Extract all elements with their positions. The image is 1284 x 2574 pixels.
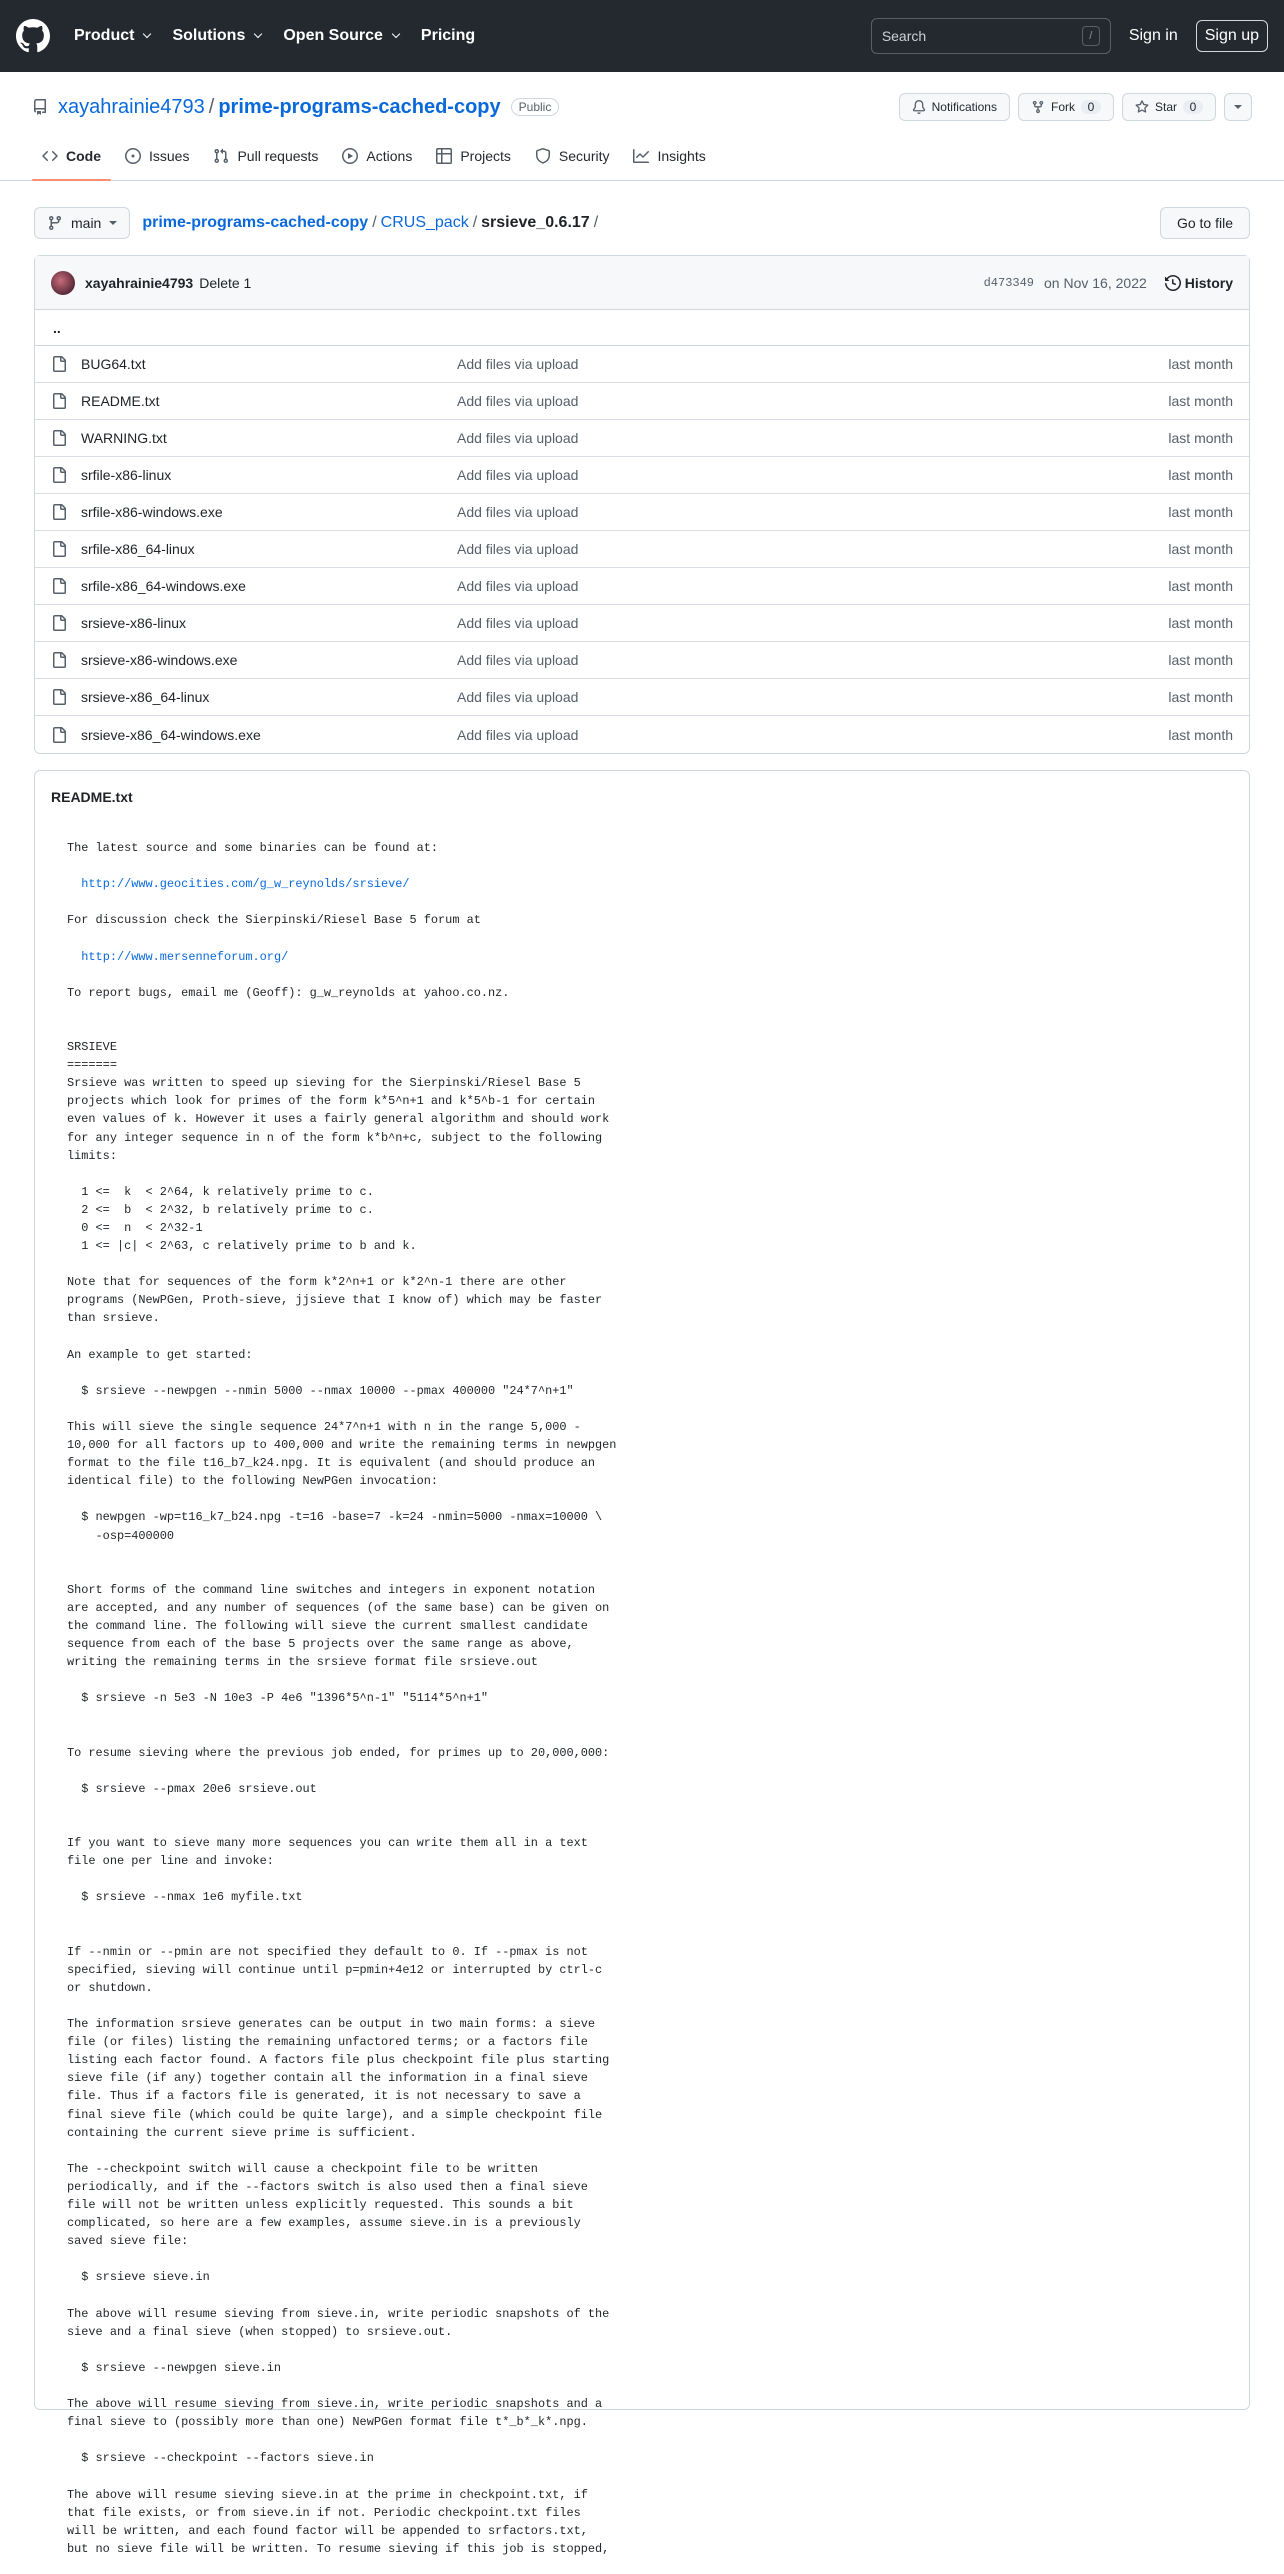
readme-line bbox=[67, 1907, 1217, 1925]
readme-content bbox=[51, 823, 1233, 2574]
readme-line: file will not be written unless explicitly requested. This sounds a bit bbox=[67, 2198, 574, 2213]
github-logo-icon[interactable] bbox=[16, 19, 50, 53]
star-dropdown-button[interactable] bbox=[1224, 93, 1252, 121]
table-icon bbox=[436, 148, 452, 164]
readme-line: even values of k. However it uses a fairly general algorithm and should work bbox=[67, 1112, 610, 1127]
file-name-link[interactable]: README.txt bbox=[81, 393, 160, 409]
fork-label: Fork bbox=[1050, 100, 1075, 114]
table-row[interactable] bbox=[35, 605, 1249, 642]
readme-line bbox=[67, 2250, 1217, 2268]
nav-open-source-label: Open Source bbox=[283, 27, 383, 44]
file-age: last month bbox=[1168, 578, 1233, 594]
go-to-file-button[interactable]: Go to file bbox=[1160, 207, 1250, 239]
readme-line: $ srsieve --newpgen --nmin 5000 --nmax 10000 --pmax 400000 "24*7^n+1" bbox=[67, 1383, 574, 1398]
readme-line: SRSIEVE bbox=[67, 1040, 117, 1055]
table-row[interactable] bbox=[35, 383, 1249, 420]
tab-pull-requests[interactable] bbox=[203, 132, 328, 180]
readme-line bbox=[67, 1816, 1217, 1834]
readme-line: -osp=400000 bbox=[67, 1528, 175, 1543]
readme-line bbox=[67, 1563, 1217, 1581]
readme-line: the command line. The following will sieve the current smallest candidate bbox=[67, 1619, 588, 1634]
readme-line: The above will resume sieving sieve.in at the prime in checkpoint.txt, if bbox=[67, 2487, 588, 2502]
readme-line bbox=[67, 948, 1217, 966]
readme-line: To report bugs, email me (Geoff): g_w_reynolds at yahoo.co.nz. bbox=[67, 985, 510, 1000]
repo-separator: / bbox=[208, 95, 215, 118]
readme-line: 0 <= n < 2^32-1 bbox=[67, 1220, 203, 1235]
readme-line: The above will resume sieving from sieve.in, write periodic snapshots and a bbox=[67, 2397, 603, 2412]
readme-line: Srsieve was written to speed up sieving for the Sierpinski/Riesel Base 5 bbox=[67, 1076, 581, 1091]
readme-line: $ srsieve -n 5e3 -N 10e3 -P 4e6 "1396*5^n-1" "5114*5^n+1" bbox=[67, 1691, 488, 1706]
readme-line: $ srsieve --nmax 1e6 myfile.txt bbox=[67, 1890, 303, 1905]
commit-sha-link[interactable]: d473349 bbox=[983, 275, 1035, 290]
readme-panel bbox=[34, 770, 1250, 2556]
file-age: last month bbox=[1168, 652, 1233, 668]
readme-line: than srsieve. bbox=[67, 1311, 160, 1326]
tab-actions-label: Actions bbox=[366, 148, 413, 164]
breadcrumb-repo-link[interactable]: prime-programs-cached-copy bbox=[142, 214, 369, 231]
file-commit-link[interactable]: Add files via upload bbox=[457, 356, 579, 372]
repo-owner-link[interactable]: xayahrainie4793 bbox=[58, 95, 205, 118]
readme-line: limits: bbox=[67, 1148, 117, 1163]
star-label: Star bbox=[1154, 100, 1177, 114]
readme-line: $ newpgen -wp=t16_k7_b24.npg -t=16 -base=7 -k=24 -nmin=5000 -nmax=10000 \ bbox=[67, 1510, 603, 1525]
readme-line bbox=[67, 893, 1217, 911]
readme-line: 1 <= |c| < 2^63, c relatively prime to b and k. bbox=[67, 1239, 417, 1254]
history-icon bbox=[1165, 275, 1181, 291]
file-age: last month bbox=[1168, 615, 1233, 631]
readme-line: sieve and a final sieve (when stopped) to srsieve.out. bbox=[67, 2324, 453, 2339]
nav-pricing-label: Pricing bbox=[420, 27, 476, 44]
repo-icon bbox=[32, 99, 48, 115]
branch-selector[interactable] bbox=[34, 207, 130, 239]
star-icon bbox=[1135, 100, 1149, 114]
readme-line bbox=[67, 1400, 1217, 1418]
header-right bbox=[871, 18, 1268, 54]
breadcrumb-separator: / bbox=[593, 214, 599, 231]
file-icon bbox=[51, 615, 67, 631]
table-row[interactable] bbox=[35, 642, 1249, 679]
readme-line bbox=[67, 929, 1217, 947]
file-list bbox=[35, 346, 1249, 753]
readme-line: The latest source and some binaries can be found at: bbox=[67, 841, 439, 855]
file-commit-link[interactable]: Add files via upload bbox=[457, 652, 579, 668]
file-icon bbox=[51, 541, 67, 557]
readme-line bbox=[67, 1726, 1217, 1744]
file-name-link[interactable]: srfile-x86-windows.exe bbox=[81, 504, 223, 520]
file-name-link[interactable]: srfile-x86_64-linux bbox=[81, 541, 195, 557]
file-age: last month bbox=[1168, 726, 1233, 743]
readme-line: periodically, and if the --factors switch is also used then a final sieve bbox=[67, 2179, 588, 2194]
tab-code[interactable] bbox=[32, 132, 111, 180]
file-commit-link[interactable]: Add files via upload bbox=[457, 467, 579, 483]
readme-line: format to the file t16_b7_k24.npg. It is equivalent (and should produce an bbox=[67, 1456, 596, 1471]
readme-line: 1 <= k < 2^64, k relatively prime to c. bbox=[67, 1184, 374, 1199]
tab-projects-label: Projects bbox=[460, 148, 511, 164]
readme-line: This will sieve the single sequence 24*7^n+1 with n in the range 5,000 - bbox=[67, 1420, 581, 1434]
file-commit-link[interactable]: Add files via upload bbox=[457, 689, 579, 705]
readme-line: or shutdown. bbox=[67, 1980, 153, 1995]
file-icon bbox=[51, 578, 67, 594]
tab-issues-label: Issues bbox=[149, 148, 190, 164]
nav-open-source[interactable] bbox=[283, 27, 399, 45]
readme-link[interactable]: http://www.geocities.com/g_w_reynolds/srsieve/ bbox=[81, 877, 410, 892]
latest-commit-row bbox=[35, 256, 1249, 310]
readme-line: specified, sieving will continue until p=pmin+4e12 or interrupted by ctrl-c bbox=[67, 1962, 603, 1977]
global-header bbox=[0, 0, 1284, 72]
global-nav bbox=[74, 27, 475, 45]
readme-line: complicated, so here are a few examples, assume sieve.in is a previously bbox=[67, 2216, 581, 2231]
chevron-down-icon bbox=[254, 30, 262, 38]
file-name-link[interactable]: srsieve-x86-linux bbox=[81, 615, 187, 631]
commit-message-link[interactable]: Delete 1 bbox=[199, 274, 252, 291]
nav-pricing[interactable] bbox=[421, 27, 475, 45]
table-row[interactable] bbox=[35, 568, 1249, 605]
readme-line: Note that for sequences of the form k*2^n+1 or k*2^n-1 there are other bbox=[67, 1275, 567, 1290]
file-name-link[interactable]: srfile-x86_64-windows.exe bbox=[81, 578, 246, 594]
readme-line: listing each factor found. A factors file plus checkpoint file plus starting bbox=[67, 2053, 610, 2068]
readme-line: final sieve file (which could be quite large), and a simple checkpoint file bbox=[67, 2107, 603, 2122]
file-age: last month bbox=[1168, 541, 1233, 557]
readme-line: Short forms of the command line switches and integers in exponent notation bbox=[67, 1582, 596, 1597]
readme-line: 10,000 for all factors up to 400,000 and write the remaining terms in newpgen bbox=[67, 1438, 617, 1453]
commit-author-link[interactable]: xayahrainie4793 bbox=[85, 274, 194, 291]
readme-line: If --nmin or --pmin are not specified they default to 0. If --pmax is not bbox=[67, 1944, 588, 1959]
readme-line: will be written, and each found factor will be appended to srfactors.txt, bbox=[67, 2523, 588, 2538]
tab-insights[interactable] bbox=[623, 132, 715, 180]
chevron-down-icon bbox=[392, 30, 400, 38]
readme-line bbox=[67, 2341, 1217, 2359]
readme-line: containing the current sieve prime is sufficient. bbox=[67, 2125, 417, 2140]
pull-request-icon bbox=[213, 148, 229, 164]
readme-line: The information srsieve generates can be output in two main forms: a sieve bbox=[67, 2017, 596, 2032]
table-row[interactable] bbox=[35, 679, 1249, 716]
file-commit-link[interactable]: Add files via upload bbox=[457, 615, 579, 631]
file-commit-link[interactable]: Add files via upload bbox=[457, 541, 579, 557]
file-age: last month bbox=[1168, 356, 1233, 372]
nav-solutions[interactable] bbox=[172, 27, 261, 45]
readme-line: The --checkpoint switch will cause a checkpoint file to be written bbox=[67, 2161, 538, 2176]
file-commit-link[interactable]: Add files via upload bbox=[457, 578, 579, 594]
readme-line: projects which look for primes of the form k*5^n+1 and k*5^b-1 for certain bbox=[67, 1094, 596, 1109]
play-icon bbox=[342, 148, 358, 164]
file-name-link[interactable]: srfile-x86-linux bbox=[81, 467, 172, 483]
readme-line bbox=[67, 966, 1217, 984]
avatar[interactable] bbox=[51, 271, 75, 295]
readme-line bbox=[67, 1002, 1217, 1020]
readme-line: identical file) to the following NewPGen invocation: bbox=[67, 1474, 439, 1489]
readme-line bbox=[67, 1020, 1217, 1038]
file-age: last month bbox=[1168, 504, 1233, 520]
file-age: last month bbox=[1168, 467, 1233, 483]
readme-line bbox=[67, 1255, 1217, 1273]
file-icon bbox=[51, 652, 67, 668]
readme-line: The above will resume sieving from sieve.in, write periodic snapshots of the bbox=[67, 2306, 610, 2321]
repo-actions bbox=[899, 93, 1252, 121]
readme-line bbox=[67, 2467, 1217, 2485]
file-name-link[interactable]: srsieve-x86-windows.exe bbox=[81, 652, 238, 668]
readme-line: 2 <= b < 2^32, b relatively prime to c. bbox=[67, 1202, 374, 1217]
readme-link[interactable]: http://www.mersenneforum.org/ bbox=[81, 949, 289, 964]
file-icon bbox=[51, 430, 67, 446]
readme-line bbox=[67, 1671, 1217, 1689]
tab-security[interactable] bbox=[525, 132, 620, 180]
tab-insights-label: Insights bbox=[657, 148, 706, 164]
table-row[interactable] bbox=[35, 420, 1249, 457]
readme-line: $ srsieve --newpgen sieve.in bbox=[67, 2360, 282, 2375]
file-age: last month bbox=[1168, 689, 1233, 705]
file-icon bbox=[51, 689, 67, 705]
repo-name-link[interactable]: prime-programs-cached-copy bbox=[218, 95, 501, 118]
readme-line bbox=[67, 857, 1217, 875]
tab-pull-requests-label: Pull requests bbox=[237, 148, 319, 164]
readme-line: To resume sieving where the previous job ended, for primes up to 20,000,000: bbox=[67, 1745, 610, 1760]
breadcrumb-separator: / bbox=[472, 214, 478, 231]
readme-line: ======= bbox=[67, 1058, 117, 1073]
history-link[interactable] bbox=[1165, 275, 1233, 291]
issue-icon bbox=[125, 148, 141, 164]
readme-line: sequence from each of the base 5 projects over the same range as above, bbox=[67, 1637, 574, 1652]
search-shortcut-key: / bbox=[1082, 26, 1100, 46]
repo-tabs bbox=[32, 132, 1252, 180]
file-age: last month bbox=[1168, 393, 1233, 409]
main-content bbox=[0, 181, 1284, 2556]
readme-line: For discussion check the Sierpinski/Riesel Base 5 forum at bbox=[67, 913, 481, 928]
branch-icon bbox=[47, 215, 63, 231]
fork-button[interactable] bbox=[1018, 93, 1114, 121]
readme-line: final sieve to (possibly more than one) NewPGen format file t*_b*_k*.npg. bbox=[67, 2415, 588, 2430]
file-commit-link[interactable]: Add files via upload bbox=[457, 726, 579, 743]
readme-line: $ srsieve --checkpoint --factors sieve.in bbox=[67, 2451, 374, 2466]
tab-code-label: Code bbox=[66, 148, 101, 164]
tab-security-label: Security bbox=[558, 148, 610, 164]
readme-line: If you want to sieve many more sequences you can write them all in a text bbox=[67, 1836, 588, 1851]
readme-line: saved sieve file: bbox=[67, 2234, 189, 2249]
shield-icon bbox=[535, 148, 551, 164]
readme-line bbox=[67, 2377, 1217, 2395]
readme-line: $ srsieve sieve.in bbox=[67, 2270, 210, 2285]
sign-up-button[interactable]: Sign up bbox=[1196, 20, 1268, 52]
file-commit-link[interactable]: Add files via upload bbox=[457, 393, 579, 409]
nav-product-label: Product bbox=[74, 27, 135, 44]
file-icon bbox=[51, 393, 67, 409]
history-label: History bbox=[1184, 274, 1233, 291]
readme-line bbox=[67, 1364, 1217, 1382]
readme-line bbox=[67, 1490, 1217, 1508]
branch-name: main bbox=[71, 215, 102, 231]
readme-line: $ srsieve --pmax 20e6 srsieve.out bbox=[67, 1781, 317, 1796]
visibility-badge: Public bbox=[511, 98, 560, 116]
readme-line: file one per line and invoke: bbox=[67, 1854, 274, 1869]
readme-line: but no sieve file will be written. To resume sieving if this job is stopped, bbox=[67, 2541, 610, 2556]
caret-down-icon bbox=[109, 221, 117, 225]
fork-count: 0 bbox=[1081, 100, 1101, 114]
file-name-link[interactable]: srsieve-x86_64-linux bbox=[81, 689, 210, 705]
readme-line: file. Thus if a factors file is generated, it is not necessary to save a bbox=[67, 2089, 581, 2104]
caret-down-icon bbox=[1234, 105, 1242, 109]
file-age: last month bbox=[1168, 430, 1233, 446]
readme-line bbox=[67, 2142, 1217, 2160]
breadcrumb-separator: / bbox=[372, 214, 377, 231]
readme-title[interactable]: README.txt bbox=[51, 789, 133, 805]
readme-line bbox=[67, 1165, 1217, 1183]
commit-meta bbox=[984, 275, 1233, 291]
nav-solutions-label: Solutions bbox=[172, 27, 246, 44]
code-icon bbox=[42, 148, 58, 164]
file-commit-link[interactable]: Add files via upload bbox=[457, 504, 579, 520]
star-count: 0 bbox=[1183, 100, 1203, 114]
file-icon bbox=[51, 467, 67, 483]
readme-line: for any integer sequence in n of the form k*b^n+c, subject to the following bbox=[67, 1130, 603, 1145]
file-name-link[interactable]: BUG64.txt bbox=[81, 356, 146, 372]
readme-line: writing the remaining terms in the srsieve format file srsieve.out bbox=[67, 1655, 538, 1670]
breadcrumb-current: srsieve_0.6.17 bbox=[481, 214, 590, 231]
file-name-link[interactable]: WARNING.txt bbox=[81, 430, 167, 446]
repo-header bbox=[0, 72, 1284, 181]
commit-date: on Nov 16, 2022 bbox=[1044, 274, 1147, 291]
table-row[interactable] bbox=[35, 494, 1249, 531]
breadcrumb-folder-link[interactable]: CRUS_pack bbox=[380, 214, 469, 231]
search-input[interactable] bbox=[882, 28, 1082, 44]
table-row[interactable] bbox=[35, 346, 1249, 383]
repo-title-row bbox=[32, 72, 1252, 132]
readme-line bbox=[67, 1708, 1217, 1726]
readme-line bbox=[67, 2431, 1217, 2449]
readme-line: programs (NewPGen, Proth-sieve, jjsieve that I know of) which may be faster bbox=[67, 1293, 603, 1308]
table-row[interactable] bbox=[35, 531, 1249, 568]
readme-line bbox=[67, 2287, 1217, 2305]
tab-projects[interactable] bbox=[426, 132, 521, 180]
file-icon bbox=[51, 504, 67, 520]
fork-icon bbox=[1031, 100, 1045, 114]
readme-line: that file exists, or from sieve.in if not. Periodic checkpoint.txt files bbox=[67, 2505, 581, 2520]
readme-line: are accepted, and any number of sequences (of the same base) can be given on bbox=[67, 1600, 610, 1615]
graph-icon bbox=[633, 148, 649, 164]
file-name-link[interactable]: srsieve-x86_64-windows.exe bbox=[81, 726, 261, 743]
file-commit-link[interactable]: Add files via upload bbox=[457, 430, 579, 446]
readme-line: An example to get started: bbox=[67, 1347, 253, 1362]
bell-icon bbox=[912, 100, 926, 114]
parent-directory-link[interactable]: .. bbox=[35, 310, 1249, 346]
nav-product[interactable] bbox=[74, 27, 150, 45]
readme-line bbox=[67, 1328, 1217, 1346]
readme-line bbox=[67, 1925, 1217, 1943]
file-icon bbox=[51, 727, 67, 743]
table-row[interactable] bbox=[35, 457, 1249, 494]
readme-line bbox=[67, 1762, 1217, 1780]
file-browser bbox=[34, 255, 1250, 754]
search-box[interactable] bbox=[871, 18, 1111, 54]
readme-line bbox=[67, 1870, 1217, 1888]
readme-line bbox=[67, 875, 1217, 893]
readme-line bbox=[67, 1798, 1217, 1816]
notifications-button[interactable] bbox=[899, 93, 1010, 121]
tab-issues[interactable] bbox=[115, 132, 199, 180]
table-row[interactable] bbox=[35, 716, 1249, 753]
readme-line: file (or files) listing the remaining unfactored terms; or a factors file bbox=[67, 2035, 588, 2050]
notifications-label: Notifications bbox=[931, 100, 997, 114]
file-icon bbox=[51, 356, 67, 372]
star-button[interactable] bbox=[1122, 93, 1216, 121]
sign-in-link[interactable]: Sign in bbox=[1128, 27, 1178, 44]
readme-line: sieve file (if any) together contain all the information in a final sieve bbox=[67, 2071, 588, 2086]
tab-actions[interactable] bbox=[332, 132, 422, 180]
readme-line bbox=[67, 1545, 1217, 1563]
readme-line bbox=[67, 1997, 1217, 2015]
chevron-down-icon bbox=[143, 30, 151, 38]
breadcrumb bbox=[34, 181, 1250, 255]
